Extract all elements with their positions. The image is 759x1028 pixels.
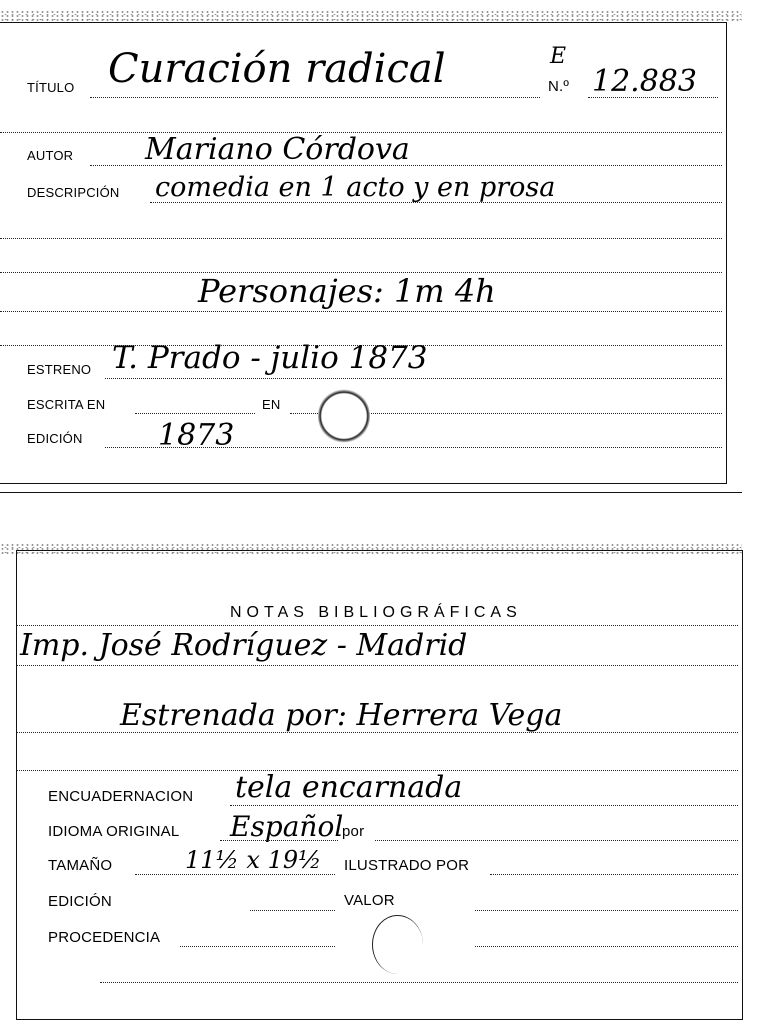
- ilustrado-line: [490, 874, 738, 875]
- card-separator: [0, 492, 742, 493]
- encuadernacion-value: tela encarnada: [235, 770, 463, 805]
- ilustrado-label: ILUSTRADO POR: [344, 857, 470, 874]
- blank-line-4: [0, 311, 722, 312]
- procedencia-label: PROCEDENCIA: [48, 929, 161, 946]
- note-line-1: Imp. José Rodríguez - Madrid: [20, 628, 468, 663]
- valor-line: [475, 910, 738, 911]
- notes-line-2: [16, 665, 738, 666]
- procedencia-line-2: [475, 946, 738, 947]
- tamano-line: [135, 874, 335, 875]
- edicion-label: EDICIÓN: [27, 431, 83, 446]
- personajes-value: Personajes: 1m 4h: [198, 272, 496, 310]
- encuadernacion-line: [230, 805, 738, 806]
- card1-top-edge: [0, 10, 742, 22]
- edicion2-line: [250, 910, 335, 911]
- bottom-line: [100, 982, 738, 983]
- por-line: [375, 840, 738, 841]
- en-label: EN: [262, 397, 281, 412]
- edicion2-label: EDICIÓN: [48, 893, 112, 910]
- descripcion-label: DESCRIPCIÓN: [27, 185, 120, 200]
- tamano-value: 11½ x 19½: [185, 846, 322, 874]
- note-line-2: Estrenada por: Herrera Vega: [120, 698, 563, 733]
- notas-heading: NOTAS BIBLIOGRÁFICAS: [230, 604, 522, 621]
- estreno-line: [105, 378, 722, 379]
- numero-value: 12.883: [592, 64, 697, 99]
- notes-line-1: [16, 625, 738, 626]
- stamp-smudge: [318, 388, 370, 444]
- tamano-label: TAMAÑO: [48, 857, 113, 874]
- stamp-circle-mark: [372, 915, 423, 974]
- notes-line-3: [16, 732, 738, 733]
- blank-line-2: [0, 238, 722, 239]
- descripcion-value: comedia en 1 acto y en prosa: [155, 172, 556, 203]
- titulo-label: TÍTULO: [27, 80, 75, 95]
- autor-label: AUTOR: [27, 148, 74, 163]
- idioma-label: IDIOMA ORIGINAL: [48, 823, 180, 840]
- escrita-en-label: ESCRITA EN: [27, 397, 106, 412]
- por-label: por: [342, 823, 365, 840]
- autor-value: Mariano Córdova: [145, 132, 410, 167]
- valor-label: VALOR: [344, 892, 395, 909]
- estreno-value: T. Prado - julio 1873: [112, 340, 428, 376]
- numero-label: N.º: [548, 78, 570, 95]
- edicion-value: 1873: [158, 418, 235, 453]
- encuadernacion-label: ENCUADERNACION: [48, 788, 194, 805]
- estreno-label: ESTRENO: [27, 362, 92, 377]
- titulo-value: Curación radical: [108, 46, 446, 92]
- procedencia-line: [180, 946, 335, 947]
- escrita-line: [135, 413, 255, 414]
- idioma-value: Español: [230, 810, 344, 843]
- numero-prefix: E: [550, 44, 567, 69]
- titulo-line: [90, 97, 540, 98]
